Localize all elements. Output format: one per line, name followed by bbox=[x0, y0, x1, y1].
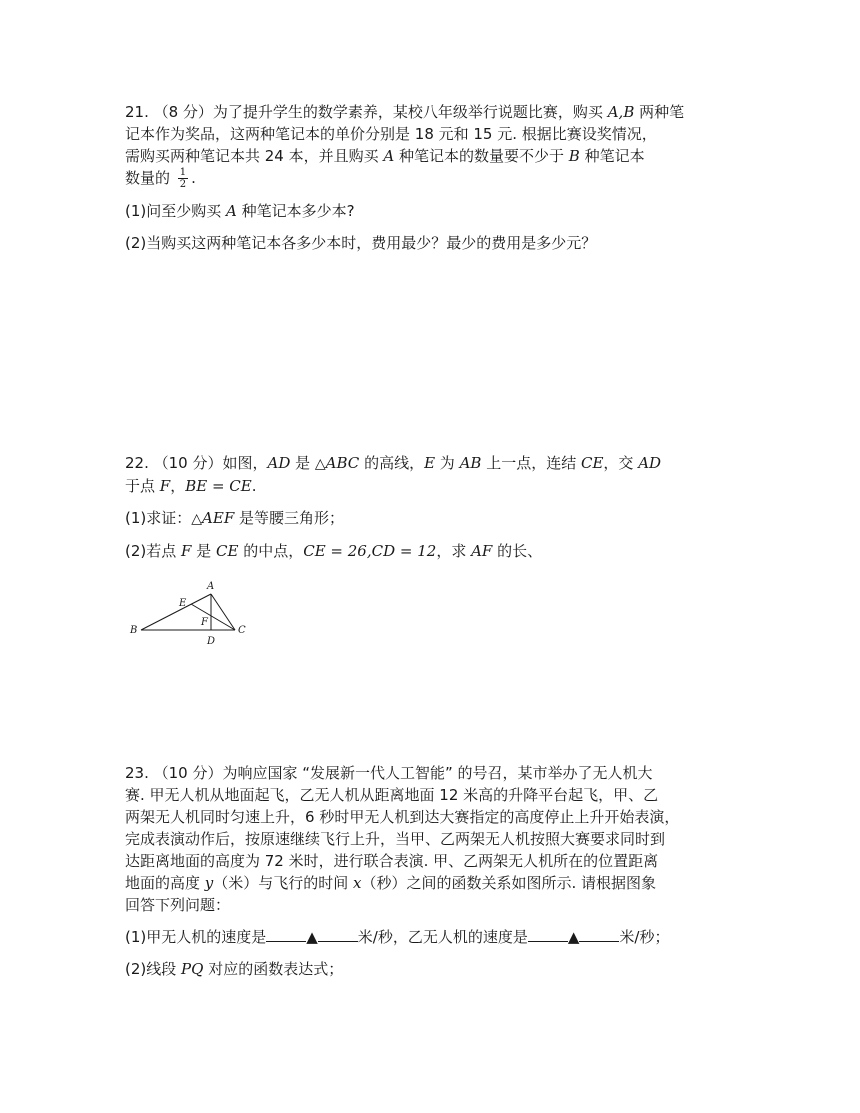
q22-line2a: 于点 bbox=[125, 477, 160, 495]
q22-var-abc: ABC bbox=[325, 454, 360, 472]
q21-line4a: 数量的 bbox=[125, 169, 175, 187]
q21-var-a: A bbox=[383, 147, 395, 165]
q21-sub1-text: (1)问至少购买 bbox=[125, 202, 227, 220]
q22-sub2-var-af: AF bbox=[471, 542, 493, 560]
answer-blank[interactable] bbox=[579, 927, 619, 942]
q21-sub1-var: A bbox=[226, 202, 237, 220]
q22-line1a: 22. （10 分）如图， bbox=[125, 454, 268, 472]
q22-sub2e: 的长、 bbox=[492, 542, 543, 560]
q21-line3c: 种笔记本 bbox=[579, 147, 645, 165]
q23-var-pq: PQ bbox=[181, 960, 204, 978]
q22-line1e: 上一点，连结 bbox=[481, 454, 581, 472]
q21-line4b: . bbox=[191, 169, 196, 187]
q22-var-e: E bbox=[424, 454, 436, 472]
q22-sub1 bbox=[125, 507, 725, 530]
label-c: C bbox=[238, 625, 246, 636]
q23-line6c: （秒）之间的函数关系如图所示. 请根据图象 bbox=[361, 874, 657, 892]
q22-sub2-var-f: F bbox=[181, 542, 192, 560]
q23-var-x: x bbox=[353, 874, 362, 892]
q22-line1c: 的高线， bbox=[359, 454, 425, 472]
label-e: E bbox=[179, 598, 187, 609]
label-d: D bbox=[207, 636, 216, 647]
q22-line1b: 是 bbox=[290, 454, 315, 472]
q21-line2: 记本作为奖品，这两种笔记本的单价分别是 18 元和 15 元. 根据比赛设奖情况， bbox=[125, 125, 657, 143]
q23-line2: 赛. 甲无人机从地面起飞，乙无人机从距离地面 12 米高的升降平台起飞，甲、乙 bbox=[125, 786, 659, 804]
answer-blank[interactable] bbox=[528, 927, 568, 942]
q21-sub2: (2)当购买这两种笔记本各多少本时，费用最少？最少的费用是多少元？ bbox=[125, 234, 597, 252]
triangle-symbol: △ bbox=[314, 456, 326, 472]
triangle-symbol: △ bbox=[191, 511, 203, 527]
q23-sub2b: 对应的函数表达式； bbox=[203, 960, 344, 978]
q23-line6a: 地面的高度 bbox=[125, 874, 205, 892]
q23-sub2 bbox=[125, 958, 725, 980]
q23-var-y: y bbox=[204, 874, 214, 892]
question-22 bbox=[125, 452, 725, 562]
label-a: A bbox=[207, 581, 215, 592]
label-b: B bbox=[130, 625, 138, 636]
q22-sub2d: ，求 bbox=[436, 542, 472, 560]
q22-var-ad: AD bbox=[267, 454, 291, 472]
q23-sub1a: (1)甲无人机的速度是 bbox=[125, 928, 267, 946]
question-21 bbox=[125, 101, 725, 254]
q21-line1: 21. （8 分）为了提升学生的数学素养，某校八年级举行说题比赛，购买 bbox=[125, 103, 608, 121]
q21-line3a: 需购买两种笔记本共 24 本，并且购买 bbox=[125, 147, 384, 165]
q22-sub2c: 的中点， bbox=[238, 542, 304, 560]
q22-sub2b: 是 bbox=[191, 542, 216, 560]
q22-var-ce: CE bbox=[580, 454, 604, 472]
q22-var-ad2: AD bbox=[638, 454, 662, 472]
q23-line6b: （米）与飞行的时间 bbox=[213, 874, 354, 892]
q22-line1f: ，交 bbox=[603, 454, 639, 472]
q22-sub2-var-ce: CE bbox=[216, 542, 239, 560]
q21-sub1-end: 种笔记本多少本? bbox=[236, 202, 355, 220]
q23-line4: 完成表演动作后，按原速继续飞行上升，当甲、乙两架无人机按照大赛要求同时到 bbox=[125, 830, 666, 848]
q21-fraction bbox=[178, 167, 188, 190]
q23-sub1b: 米/秒，乙无人机的速度是 bbox=[357, 928, 528, 946]
q22-line2b: ， bbox=[170, 477, 186, 495]
answer-blank[interactable] bbox=[266, 927, 306, 942]
q22-line1d: 为 bbox=[435, 454, 460, 472]
q21-stem bbox=[125, 101, 725, 190]
q23-line5: 达距离地面的高度为 72 米时，进行联合表演. 甲、乙两架无人机所在的位置距离 bbox=[125, 852, 659, 870]
q21-sub1 bbox=[125, 200, 725, 222]
q22-sub1b: 是等腰三角形； bbox=[234, 509, 345, 527]
q22-var-f: F bbox=[159, 477, 171, 495]
segment-ac bbox=[211, 594, 235, 630]
triangle-marker-icon: ▲ bbox=[567, 928, 580, 946]
q21-frac-num: 1 bbox=[179, 167, 187, 178]
q22-var-aef: AEF bbox=[202, 509, 235, 527]
q22-stem bbox=[125, 452, 725, 497]
q22-eq-be-ce: BE = CE bbox=[185, 477, 252, 495]
q22-sub2 bbox=[125, 540, 725, 562]
q23-line3: 两架无人机同时匀速上升，6 秒时甲无人机到达大赛指定的高度停止上升开始表演， bbox=[125, 808, 680, 826]
q22-sub1a: (1)求证： bbox=[125, 509, 192, 527]
q21-var-ab: A,B bbox=[607, 103, 635, 121]
q21-var-b: B bbox=[568, 147, 580, 165]
label-f: F bbox=[201, 617, 208, 628]
q21-line1-end: 两种笔 bbox=[634, 103, 685, 121]
triangle-marker-icon: ▲ bbox=[306, 928, 318, 946]
question-23 bbox=[125, 762, 725, 980]
q23-sub2a: (2)线段 bbox=[125, 960, 182, 978]
segment-ec bbox=[191, 604, 235, 630]
q22-line2c: . bbox=[251, 477, 257, 495]
q23-sub1 bbox=[125, 926, 725, 948]
q23-line1: 23. （10 分）为响应国家 “发展新一代人工智能” 的号召，某市举办了无人机大 bbox=[125, 764, 653, 782]
triangle-figure bbox=[125, 578, 255, 648]
q21-frac-den: 2 bbox=[179, 179, 187, 190]
answer-blank[interactable] bbox=[318, 927, 358, 942]
q21-line3b: 种笔记本的数量要不少于 bbox=[394, 147, 569, 165]
q23-stem bbox=[125, 762, 725, 916]
q23-sub1c: 米/秒； bbox=[619, 928, 670, 946]
q22-sub2a: (2)若点 bbox=[125, 542, 182, 560]
q23-line7: 回答下列问题： bbox=[125, 896, 231, 914]
q22-var-ab: AB bbox=[459, 454, 482, 472]
q22-sub2-eq: CE = 26,CD = 12 bbox=[303, 542, 437, 560]
